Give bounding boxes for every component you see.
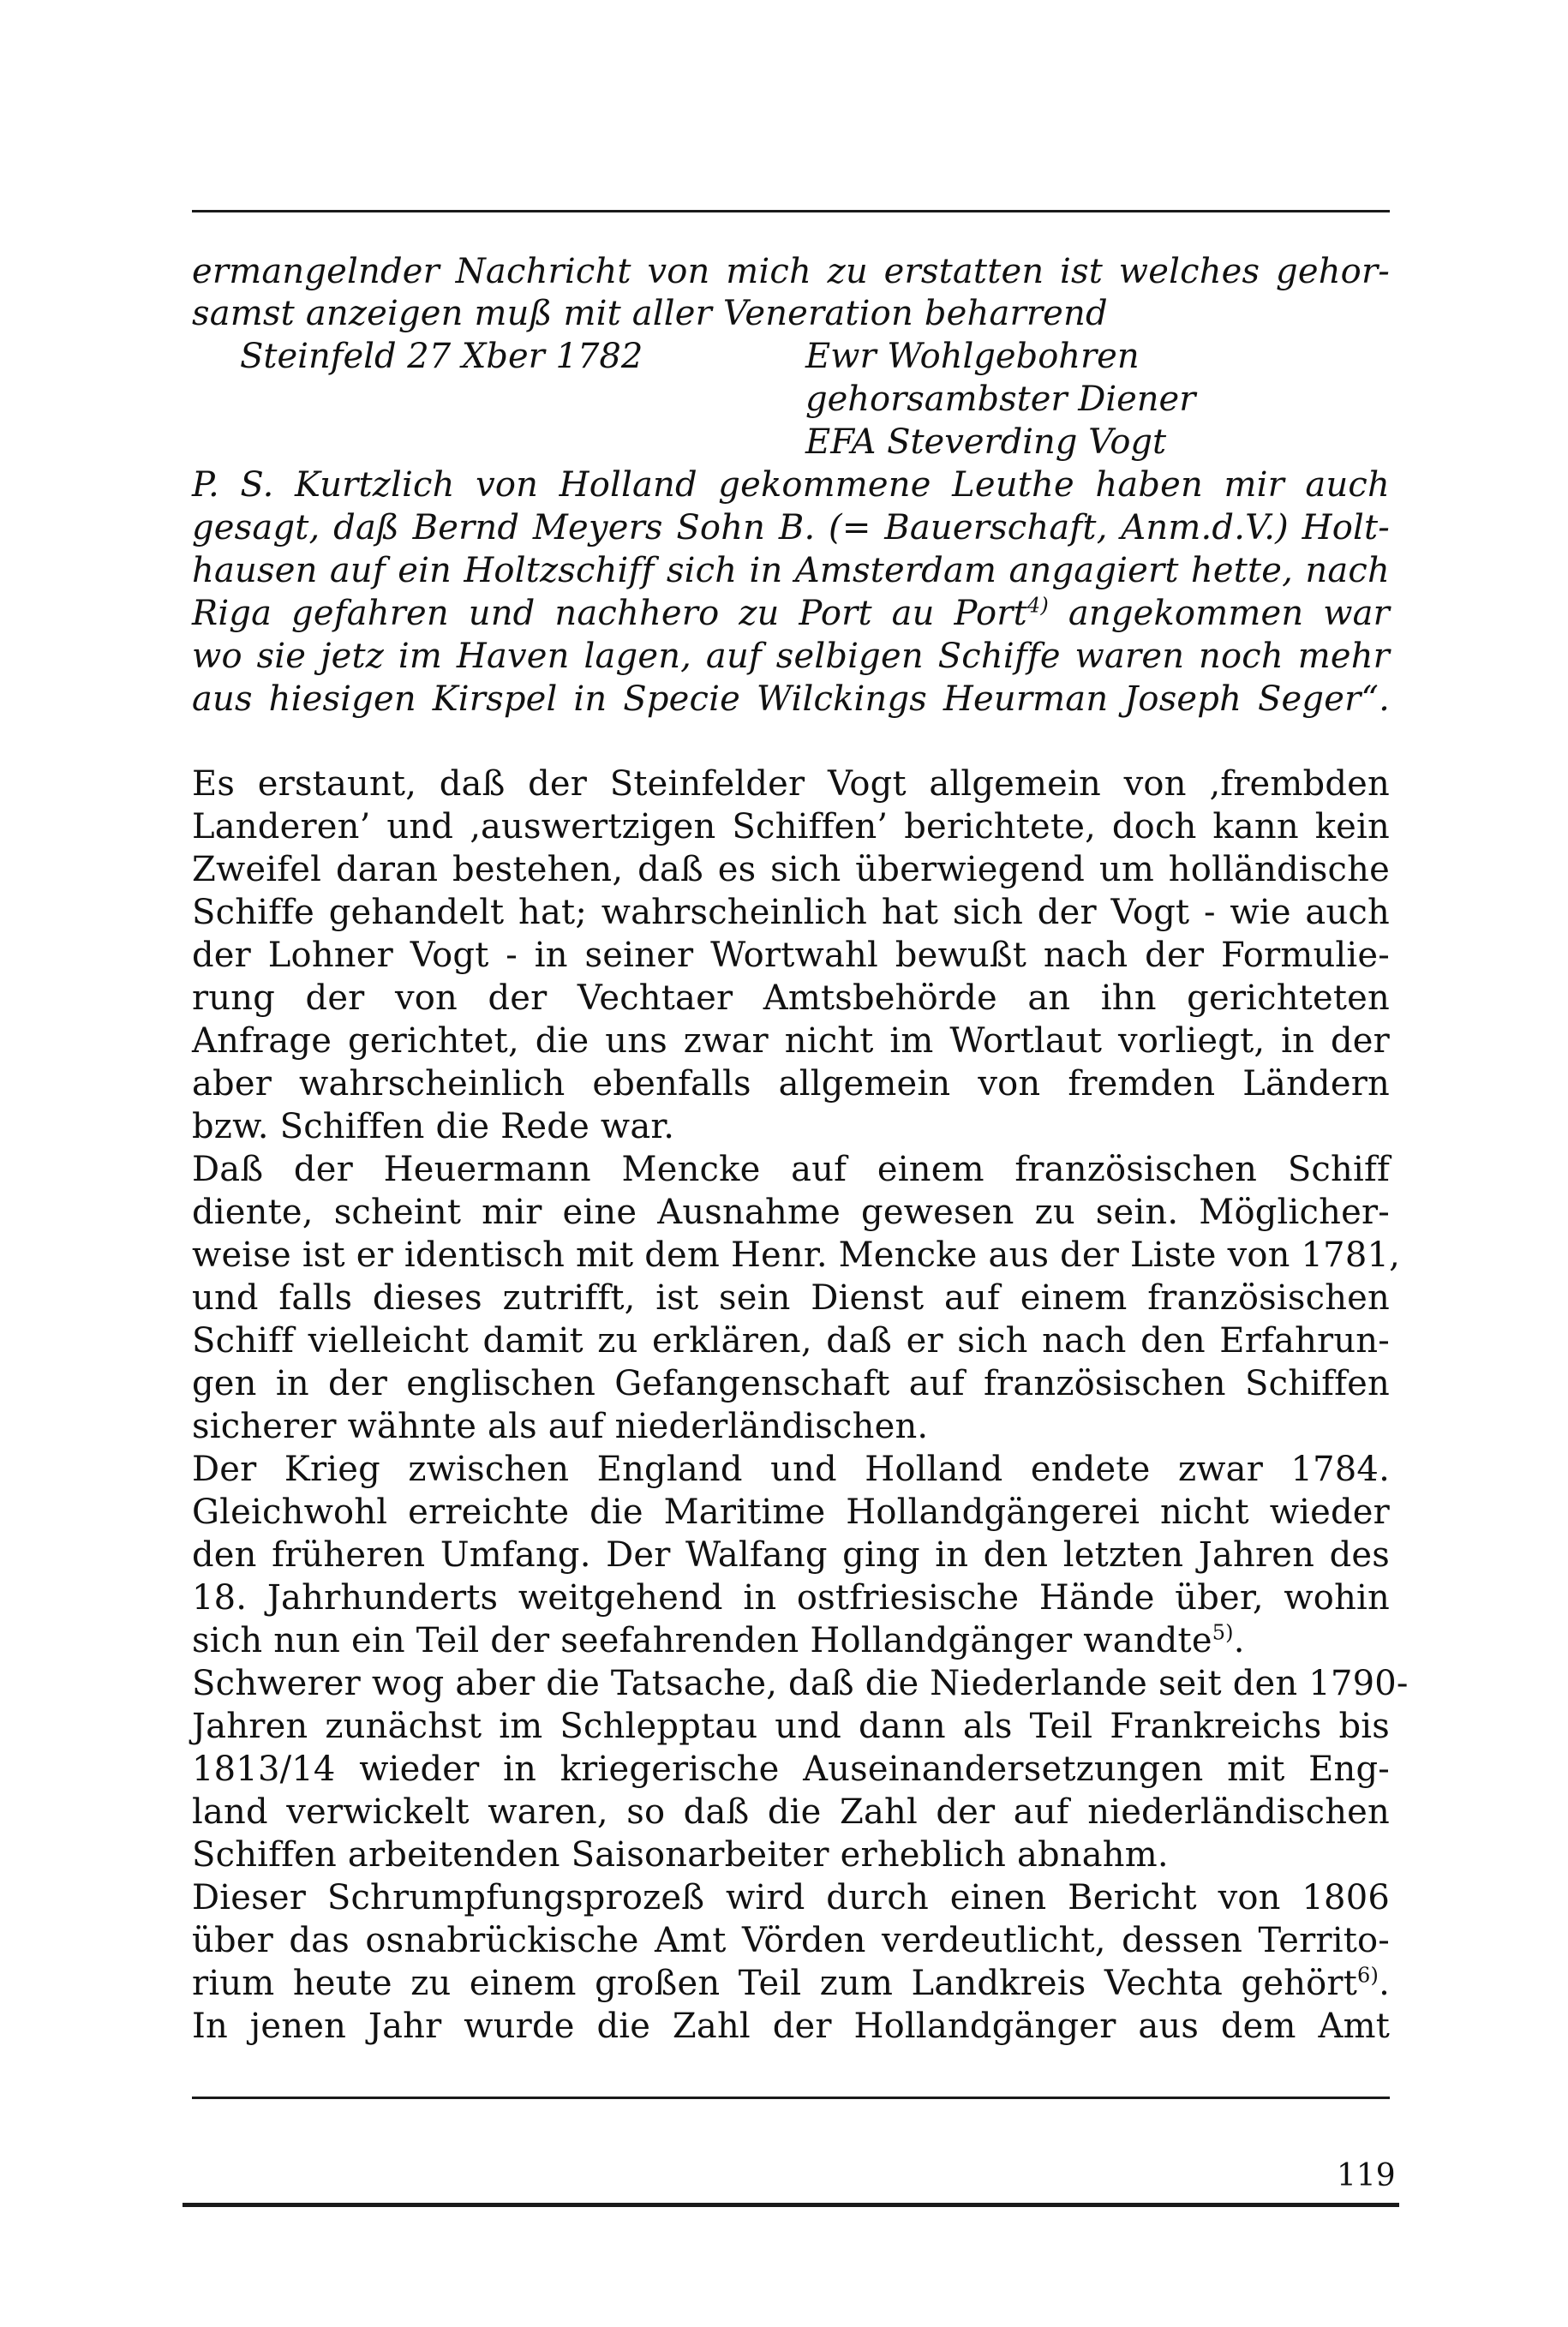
body-line-11: diente, scheint mir eine Ausnahme gewesen zu sein. Möglicher-	[192, 1193, 1390, 1232]
letter-signature: EFA Steverding Vogt	[805, 422, 1167, 462]
footnote-ref-6: 6)	[1357, 1963, 1379, 1988]
body-line-23: Jahren zunächst im Schlepptau und dann als Teil Frankreichs bis	[192, 1707, 1390, 1746]
body-line-10: Daß der Heuermann Mencke auf einem französischen Schiff	[192, 1150, 1390, 1189]
body-line-1: Es erstaunt, daß der Steinfelder Vogt allgemein von ‚frembden	[192, 764, 1390, 804]
body-line-8: aber wahrscheinlich ebenfalls allgemein von fremden Ländern	[192, 1064, 1390, 1104]
body-line-2: Landeren’ und ‚auswertzigen Schiffen’ berichtete, doch kann kein	[192, 807, 1390, 846]
body-line-24: 1813/14 wieder in kriegerische Auseinandersetzungen mit Eng-	[192, 1750, 1390, 1789]
body-line-21-period: .	[1233, 1621, 1245, 1660]
body-line-28: über das osnabrückische Amt Vörden verdeutlicht, dessen Territo-	[192, 1921, 1390, 1960]
body-line-19: den früheren Umfang. Der Walfang ging in den letzten Jahren des	[192, 1535, 1390, 1575]
body-line-14: Schiff vielleicht damit zu erklären, daß er sich nach den Erfahrun-	[192, 1321, 1390, 1361]
body-line-12: weise ist er identisch mit dem Henr. Mencke aus der Liste von 1781,	[192, 1235, 1401, 1275]
body-line-6: rung der von der Vechtaer Amtsbehörde an ihn gerichteten	[192, 978, 1390, 1018]
body-line-4: Schiffe gehandelt hat; wahrscheinlich hat sich der Vogt - wie auch	[192, 893, 1390, 932]
footnote-ref-4: 4)	[1026, 593, 1049, 618]
body-line-20: 18. Jahrhunderts weitgehend in ostfriesische Hände über, wohin	[192, 1578, 1390, 1618]
body-line-7: Anfrage gerichtet, die uns zwar nicht im Wortlaut vorliegt, in der	[192, 1021, 1390, 1061]
postscript-line-6: aus hiesigen Kirspel in Specie Wilckings Heurman Joseph Seger“.	[192, 679, 1390, 719]
body-line-17: Der Krieg zwischen England und Holland endete zwar 1784.	[192, 1450, 1390, 1489]
body-line-15: gen in der englischen Gefangenschaft auf französischen Schiffen	[192, 1364, 1390, 1403]
body-line-29-text: rium heute zu einem großen Teil zum Landkreis Vechta gehört	[192, 1964, 1358, 2003]
body-line-9: bzw. Schiffen die Rede war.	[192, 1107, 675, 1146]
postscript-line-2: gesagt, daß Bernd Meyers Sohn B. (= Bauerschaft, Anm.d.V.) Holt-	[192, 508, 1390, 547]
top-rule	[192, 210, 1390, 212]
postscript-line-4	[192, 592, 1390, 635]
postscript-line-3: hausen auf ein Holtzschiff sich in Amsterdam angagiert hette, nach	[192, 551, 1390, 590]
letter-line-1: ermangelnder Nachricht von mich zu erstatten ist welches gehor-	[192, 252, 1390, 291]
body-line-5: der Lohner Vogt - in seiner Wortwahl bewußt nach der Formulie-	[192, 936, 1390, 975]
page-number: 119	[1337, 2158, 1396, 2193]
postscript-line-4-text: Riga gefahren und nachhero zu Port au Port	[192, 594, 1027, 633]
letter-closing: gehorsambster Diener	[805, 380, 1196, 419]
postscript-line-4-tail: angekommen war	[1068, 594, 1390, 633]
letter-salutation: Ewr Wohlgebohren	[805, 337, 1140, 376]
postscript-line-1: P. S. Kurtzlich von Holland gekommene Leuthe haben mir auch	[192, 465, 1390, 505]
body-line-21	[192, 1619, 1390, 1662]
body-line-18: Gleichwohl erreichte die Maritime Hollandgängerei nicht wieder	[192, 1493, 1390, 1532]
body-line-29-period: .	[1379, 1964, 1390, 2003]
postscript-line-5: wo sie jetz im Haven lagen, auf selbigen Schiffe waren noch mehr	[192, 637, 1390, 676]
letter-line-2: samst anzeigen muß mit aller Veneration beharrend	[192, 294, 1108, 333]
letter-place-date: Steinfeld 27 Xber 1782	[240, 337, 643, 376]
footnote-ref-5: 5)	[1212, 1620, 1234, 1645]
body-line-16: sicherer wähnte als auf niederländischen.	[192, 1407, 929, 1446]
footer-rule	[183, 2203, 1399, 2207]
body-line-13: und falls dieses zutrifft, ist sein Dienst auf einem französischen	[192, 1278, 1390, 1318]
body-line-22: Schwerer wog aber die Tatsache, daß die Niederlande seit den 1790-	[192, 1664, 1409, 1703]
body-line-27: Dieser Schrumpfungsprozeß wird durch einen Bericht von 1806	[192, 1878, 1390, 1917]
bottom-rule	[192, 2097, 1390, 2099]
body-line-26: Schiffen arbeitenden Saisonarbeiter erheblich abnahm.	[192, 1835, 1169, 1875]
body-line-29	[192, 1962, 1390, 2005]
body-line-21-text: sich nun ein Teil der seefahrenden Hollandgänger wandte	[192, 1621, 1212, 1660]
body-line-30: In jenen Jahr wurde die Zahl der Hollandgänger aus dem Amt	[192, 2007, 1390, 2046]
body-line-3: Zweifel daran bestehen, daß es sich überwiegend um holländische	[192, 850, 1390, 889]
body-line-25: land verwickelt waren, so daß die Zahl der auf niederländischen	[192, 1792, 1390, 1832]
